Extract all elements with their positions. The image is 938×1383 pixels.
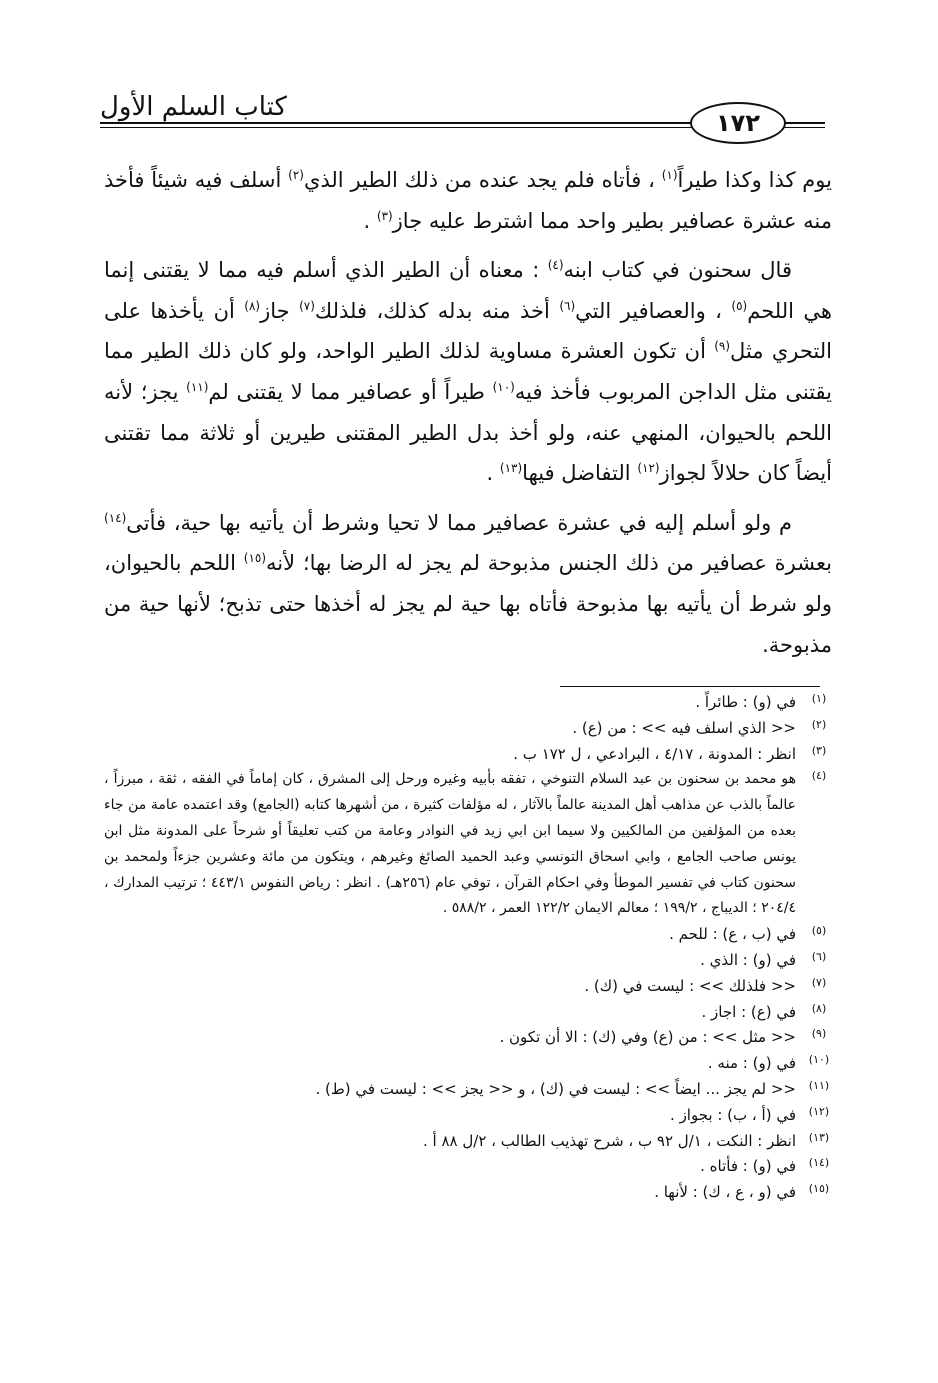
footnote-number: (١٤) <box>808 1156 830 1170</box>
text-run: جاز <box>260 298 290 323</box>
footnote-ref: (١٣) <box>499 461 523 476</box>
footnote-number: (١٥) <box>808 1182 830 1196</box>
footnote-text: هو محمد بن سحنون بن عبد السلام التنوخي ، تفقه بأبيه وغيره ورحل إلى المشرق ، كان إماماً في الفقه ، ثقة ، مبرزاً ، عالماً بالذب عن مذاهب أهل المدينة عالماً بالآثار ، له مؤلفات كثيرة ، من أشهرها كتابه (الجامع) وقد اعتمده عامة من جاء بعده من المؤلفين من المالكيين ولا سيما ابن ابي زيد في النوادر وعامة من كتب تعليقاً أو شرحاً على المدونة مثل ابن يونس صاحب الجامع ، وابي اسحاق التونسي وعبد الحميد الصائغ وغيرهم ، ويتكون من مائة وعشرين جزءاً ولمحمد بن سحنون كتاب في تفسير الموطأ وفي احكام القرآن ، توفي عام (٢٥٦هـ) . انظر : رياض النفوس ٤٤٣/١ ؛ ترتيب المدارك ، ٢٠٤/٤ ؛ الديباج ، ١٩٩/٢ ؛ معالم الايمان ١٢٢/٢ العمر ، ٥٨٨/٢ . <box>104 771 796 917</box>
footnote-number: (٧) <box>811 975 827 989</box>
footnote <box>104 716 834 742</box>
paragraph <box>104 160 832 241</box>
footnote-ref: (٤) <box>547 258 564 273</box>
footnote-text: في (و ، ع ، ك) : لأنها . <box>654 1183 796 1202</box>
footnote <box>104 974 834 1000</box>
footnote-ref: (١٠) <box>492 379 515 394</box>
footnote-ref: (٥) <box>731 298 748 313</box>
footnote-number: (١٣) <box>808 1130 830 1144</box>
running-title: كتاب السلم الأول <box>100 92 287 122</box>
footnote-text: << لم يجز ... ايضاً >> : ليست في (ك) ، و << يجز >> : ليست في (ط) . <box>315 1079 796 1098</box>
footnote <box>104 1025 834 1051</box>
footnote <box>104 1103 834 1129</box>
text-run: م ولو أسلم إليه في عشرة عصافير مما لا تحيا وشرط أن يأتيه بها حية، فأتى <box>126 510 792 535</box>
footnote-number: (١٠) <box>808 1053 830 1067</box>
footnote-text: انظر : النكت ، ١/ل ٩٢ ب ، شرح تهذيب الطالب ، ٢/ل ٨٨ أ . <box>423 1131 796 1150</box>
footnote <box>104 690 834 716</box>
footnote-number: (٩) <box>811 1027 827 1041</box>
footnote-ref: (٣) <box>376 208 393 223</box>
paragraph <box>104 503 832 665</box>
text-run: يوم كذا وكذا طيراً <box>677 168 832 192</box>
footnote-number: (١) <box>811 692 827 705</box>
footnote-text: << مثل >> : من (ع) وفي (ك) : الا أن تكون . <box>499 1028 796 1047</box>
footnote <box>104 1129 834 1155</box>
footnote <box>104 1077 834 1103</box>
footnote <box>104 1180 834 1206</box>
footnote <box>104 1154 834 1180</box>
text-run: ، فأتاه فلم يجد عنده من ذلك الطير الذي <box>303 168 655 192</box>
text-run: طيراً أو عصافير مما لا يقتنى لم <box>208 379 485 404</box>
footnote-ref: (١١) <box>186 379 209 394</box>
footnote-ref: (٢) <box>288 168 304 182</box>
footnote <box>104 742 834 768</box>
footnote-ref: (٦) <box>559 298 576 313</box>
footnote <box>104 767 834 922</box>
footnote-text: في (ب ، ع) : للحم . <box>669 925 796 944</box>
text-run: . <box>363 208 371 233</box>
footnote-number: (٦) <box>811 949 827 963</box>
footnote-ref: (٧) <box>299 298 315 313</box>
footnote-separator <box>560 686 820 687</box>
text-run: ، والعصافير التي <box>575 298 722 323</box>
footnote-number: (١٢) <box>808 1104 830 1118</box>
footnote-text: << فلذلك >> : ليست في (ك) . <box>584 976 796 995</box>
text-run: بعشرة عصافير من ذلك الجنس مذبوحة لم يجز له الرضا بها؛ لأنه <box>266 551 832 576</box>
footnote-text: في (و) : منه . <box>707 1054 796 1073</box>
footnote-number: (٢) <box>811 717 827 731</box>
text-run: : معناه أن الطير الذي أسلم فيه مما لا يقتنى إنما هي اللحم <box>104 258 832 323</box>
page-number: ١٧٢ <box>690 102 786 144</box>
text-run: اللحم بالحيوان، ولو شرط أن يأتيه بها مذبوحة فأتاه بها حية لم يجز له أخذها حتى تذبح؛ لأنها حية من مذبوحة. <box>104 551 832 657</box>
footnote-number: (٤) <box>811 769 827 783</box>
footnote-ref: (١) <box>661 168 678 182</box>
footnote-text: في (و) : الذي . <box>700 950 796 969</box>
text-run: أن تكون العشرة مساوية لذلك الطير الواحد، ولو كان ذلك الطير مما يقتنى مثل الداجن المربوب فأخذ فيه <box>104 339 832 404</box>
footnotes <box>104 690 834 1206</box>
text-run: يجز؛ لأنه اللحم بالحيوان، المنهي عنه، ولو أخذ بدل الطير المقتنى طيرين أو ثلاثة مما تقتنى أيضاً كان حلالاً لجواز <box>104 379 832 486</box>
footnote <box>104 1051 834 1077</box>
footnote-text: في (أ ، ب) : بجواز . <box>670 1105 796 1124</box>
footnote-ref: (٩) <box>714 339 731 354</box>
page-header <box>100 92 825 142</box>
main-text <box>104 160 832 665</box>
footnote-text: في (و) : فأتاه . <box>700 1157 796 1176</box>
footnote <box>104 1000 834 1026</box>
text-run: . <box>486 461 494 486</box>
footnote <box>104 948 834 974</box>
footnote-number: (٥) <box>811 924 827 938</box>
footnote-number: (٨) <box>811 1001 827 1015</box>
footnote-ref: (١٢) <box>637 461 660 476</box>
footnote-text: << الذي اسلف فيه >> : من (ع) . <box>572 718 796 737</box>
paragraph <box>104 250 832 494</box>
footnote-ref: (١٥) <box>243 551 267 566</box>
footnote-text: في (ع) : اجاز . <box>701 1002 796 1021</box>
footnote-text: انظر : المدونة ، ٤/١٧ ، البرادعي ، ل ١٧٢ ب . <box>513 744 796 763</box>
footnote-ref: (٨) <box>244 298 261 313</box>
text-run: أن يأخذها على التحري مثل <box>104 298 832 364</box>
footnote-number: (٣) <box>811 743 827 757</box>
footnote-ref: (١٤) <box>104 510 127 525</box>
footnote-number: (١١) <box>808 1078 830 1092</box>
footnote-text: في (و) : طائراً . <box>695 693 796 711</box>
text-run: قال سحنون في كتاب ابنه <box>563 258 792 283</box>
footnote <box>104 922 834 948</box>
text-run: أخذ منه بدله كذلك، فلذلك <box>314 298 550 323</box>
text-run: أسلف فيه شيئاً فأخذ منه عشرة عصافير بطير واحد مما اشترط عليه جاز <box>104 168 832 233</box>
text-run: التفاضل فيها <box>522 461 631 486</box>
